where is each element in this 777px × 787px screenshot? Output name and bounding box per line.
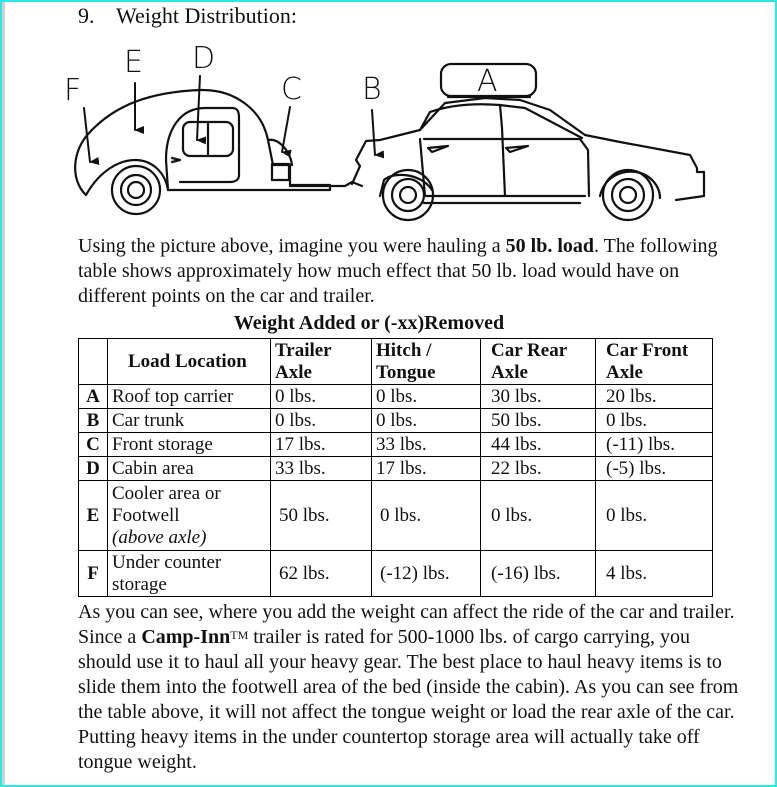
row-letter: A — [79, 385, 108, 409]
header-car-front-axle: Car Front Axle — [596, 339, 713, 385]
table-row — [79, 433, 713, 457]
table-row — [79, 457, 713, 481]
section-number: 9. — [78, 3, 95, 28]
cell-trailer-axle: 50 lbs. — [271, 481, 372, 551]
section-title: Weight Distribution: — [116, 3, 297, 28]
cell-hitch-tongue: 0 lbs. — [372, 481, 481, 551]
weight-distribution-table — [78, 338, 713, 597]
cell-car-front-axle: (-5) lbs. — [596, 457, 713, 481]
row-letter: C — [79, 433, 108, 457]
cell-trailer-axle: 0 lbs. — [271, 409, 372, 433]
arrow-F — [84, 108, 90, 162]
cell-trailer-axle: 33 lbs. — [271, 457, 372, 481]
row-location — [108, 481, 271, 551]
cell-car-front-axle: 4 lbs. — [596, 551, 713, 597]
table-row — [79, 409, 713, 433]
cell-hitch-tongue: 33 lbs. — [372, 433, 481, 457]
arrow-C — [282, 107, 290, 152]
location-text: Front storage — [112, 433, 213, 455]
label-B: B — [362, 72, 382, 107]
table-row — [79, 385, 713, 409]
cell-hitch-tongue: 17 lbs. — [372, 457, 481, 481]
location-text: Roof top carrier — [112, 385, 234, 407]
cell-car-rear-axle: 50 lbs. — [481, 409, 596, 433]
row-location — [108, 385, 271, 409]
cell-car-front-axle: (-11) lbs. — [596, 433, 713, 457]
location-text: Car trunk — [112, 409, 185, 431]
cell-car-rear-axle: 22 lbs. — [481, 457, 596, 481]
trademark-symbol: TM — [230, 628, 249, 642]
cell-trailer-axle: 62 lbs. — [271, 551, 372, 597]
row-letter: D — [79, 457, 108, 481]
row-letter: E — [79, 481, 108, 551]
label-D: D — [192, 41, 216, 76]
intro-text-cont: . The following table shows approximately how much effect that 50 lb. load would have on different points on the car and trailer. — [78, 235, 718, 307]
cell-car-rear-axle: 30 lbs. — [481, 385, 596, 409]
location-text: Under counter storage — [112, 551, 222, 595]
location-note: (above axle) — [112, 526, 207, 548]
location-text: Cooler area or Footwell — [112, 482, 221, 526]
header-load-location: Load Location — [108, 339, 271, 385]
row-letter: B — [79, 409, 108, 433]
arrow-B — [372, 110, 375, 155]
cell-hitch-tongue: 0 lbs. — [372, 409, 481, 433]
cell-car-rear-axle: (-16) lbs. — [481, 551, 596, 597]
label-E: E — [124, 45, 143, 80]
table-row — [79, 481, 713, 551]
header-letter — [79, 339, 108, 385]
cell-car-front-axle: 20 lbs. — [596, 385, 713, 409]
location-arrows — [84, 76, 375, 162]
header-hitch-tongue: Hitch / Tongue — [372, 339, 481, 385]
header-trailer-axle: Trailer Axle — [271, 339, 372, 385]
teardrop-trailer-drawing — [75, 90, 362, 214]
intro-bold-load: 50 lb. load — [505, 235, 595, 257]
label-C: C — [281, 72, 302, 107]
row-location — [108, 551, 271, 597]
cell-car-front-axle: 0 lbs. — [596, 409, 713, 433]
table-header-row — [79, 339, 713, 385]
intro-text: Using the picture above, imagine you were hauling a — [78, 235, 506, 257]
label-F: F — [64, 73, 82, 108]
cell-trailer-axle: 0 lbs. — [271, 385, 372, 409]
table-row — [79, 551, 713, 597]
cell-car-rear-axle: 44 lbs. — [481, 433, 596, 457]
table-title: Weight Added or (-xx)Removed — [233, 312, 505, 334]
header-car-rear-axle: Car Rear Axle — [481, 339, 596, 385]
cell-hitch-tongue: (-12) lbs. — [372, 551, 481, 597]
conclusion-paragraph — [78, 600, 748, 775]
sedan-car-drawing — [352, 64, 704, 220]
row-location — [108, 457, 271, 481]
label-A: A — [477, 64, 498, 99]
cell-trailer-axle: 17 lbs. — [271, 433, 372, 457]
location-text: Cabin area — [112, 457, 194, 479]
cell-car-rear-axle: 0 lbs. — [481, 481, 596, 551]
cell-hitch-tongue: 0 lbs. — [372, 385, 481, 409]
row-location — [108, 433, 271, 457]
conclusion-text-cont: trailer is rated for 500-1000 lbs. of cargo carrying, you should use it to haul all your heavy gear. The best place to haul heavy items is to slide them into the footwell area of the bed (inside the cabin). As you can see from the table above, it will not affect the tongue weight or load the rear axle of the car. Putting heavy items in the under countertop storage area will actually take off tongue weight. — [78, 626, 739, 773]
trailer-car-diagram — [0, 0, 777, 230]
row-letter: F — [79, 551, 108, 597]
conclusion-text: As you can see, where you add the weight can affect the ride of the car and trailer. Since a — [78, 601, 735, 648]
intro-paragraph — [78, 234, 728, 309]
row-location — [108, 409, 271, 433]
brand-name: Camp-Inn — [141, 626, 231, 648]
cell-car-front-axle: 0 lbs. — [596, 481, 713, 551]
